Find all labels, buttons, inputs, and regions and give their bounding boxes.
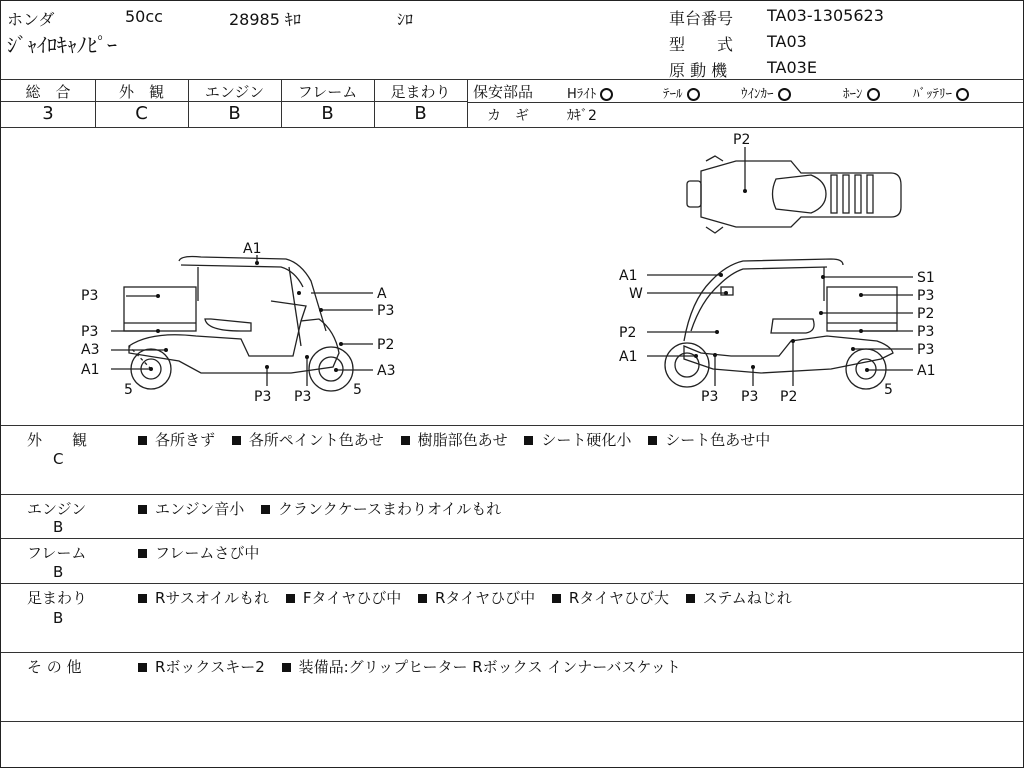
- diagram-label: P3: [377, 303, 395, 319]
- top-view: [687, 147, 901, 233]
- model-name: ｼﾞｬｲﾛｷｬﾉﾋﾟｰ: [7, 33, 117, 57]
- ok-circle-icon: [956, 88, 969, 101]
- divider: [467, 102, 1023, 103]
- bullet-icon: [282, 663, 291, 672]
- section-label-suspension: 足まわり: [27, 589, 88, 607]
- diagram-label: P3: [294, 389, 312, 405]
- type-value: TA03: [767, 32, 807, 51]
- safety-item-tail: ﾃｰﾙ: [663, 83, 700, 102]
- section-notes-engine: エンジン音小 クランクケースまわりオイルもれ: [138, 498, 501, 519]
- section-label-other: そ の 他: [27, 658, 82, 676]
- ok-circle-icon: [778, 88, 791, 101]
- bullet-icon: [648, 436, 657, 445]
- divider: [1, 583, 1023, 584]
- bullet-icon: [261, 505, 270, 514]
- diagram-label: A1: [917, 363, 936, 379]
- mileage: 28985 ｷﾛ: [229, 10, 301, 29]
- divider: [1, 652, 1023, 653]
- diagram-label: A3: [81, 342, 100, 358]
- frame-grade: B: [321, 103, 334, 124]
- bullet-icon: [138, 549, 147, 558]
- section-label-frame: フレーム: [27, 544, 87, 562]
- diagram-label: A1: [619, 349, 638, 365]
- diagram-label: P3: [701, 389, 719, 405]
- diagram-label: 5: [124, 382, 133, 398]
- engine-label: 原 動 機: [669, 61, 728, 80]
- section-notes-other: Rボックスキー2 装備品:グリップヒーター Rボックス インナーバスケット: [138, 656, 681, 677]
- section-grade-exterior: C: [53, 450, 64, 468]
- frame-grade-label: フレーム: [297, 83, 358, 101]
- engine-grade: B: [228, 103, 241, 124]
- diagram-label: S1: [917, 270, 935, 286]
- ok-circle-icon: [600, 88, 613, 101]
- suspension-grade: B: [414, 103, 427, 124]
- safety-item-battery: ﾊﾞｯﾃﾘｰ: [913, 83, 969, 102]
- divider: [1, 425, 1023, 426]
- section-grade-engine: B: [53, 518, 64, 536]
- exterior-grade: C: [135, 103, 148, 124]
- bullet-icon: [138, 663, 147, 672]
- bullet-icon: [232, 436, 241, 445]
- section-grade-suspension: B: [53, 609, 64, 627]
- section-label-engine: エンジン: [27, 500, 87, 518]
- safety-item-horn: ﾎｰﾝ: [843, 83, 880, 102]
- diagram-label: A1: [619, 268, 638, 284]
- diagram-label: P3: [917, 342, 935, 358]
- suspension-grade-label: 足まわり: [390, 83, 451, 101]
- right-side-view: [647, 259, 913, 389]
- bullet-icon: [138, 505, 147, 514]
- diagram-label: 5: [884, 382, 893, 398]
- frame-no: TA03-1305623: [767, 6, 884, 25]
- diagram-label: W: [629, 286, 643, 302]
- ok-circle-icon: [867, 88, 880, 101]
- diagram-label: P3: [917, 324, 935, 340]
- engine-value: TA03E: [767, 58, 817, 77]
- diagram-label: P3: [81, 324, 99, 340]
- section-notes-suspension: Rサスオイルもれ Fタイヤひび中 Rタイヤひび中 Rタイヤひび大 ステムねじれ: [138, 587, 792, 608]
- key-value: ｶｷﾞ2: [567, 108, 597, 124]
- safety-item-winker: ｳｲﾝｶｰ: [741, 83, 791, 102]
- bullet-icon: [286, 594, 295, 603]
- ok-circle-icon: [687, 88, 700, 101]
- diagram-label: P3: [741, 389, 759, 405]
- overall-grade: 3: [42, 103, 54, 124]
- diagram-label: P2: [917, 306, 935, 322]
- diagram-label: P2: [377, 337, 395, 353]
- diagram-label: P3: [917, 288, 935, 304]
- diagram-label: P2: [780, 389, 798, 405]
- bullet-icon: [138, 436, 147, 445]
- divider: [1, 538, 1023, 539]
- right-view-labels: [619, 268, 935, 405]
- bullet-icon: [418, 594, 427, 603]
- displacement: 50cc: [125, 7, 163, 26]
- section-grade-frame: B: [53, 563, 64, 581]
- bullet-icon: [552, 594, 561, 603]
- maker: ホンダ: [7, 10, 55, 29]
- bullet-icon: [401, 436, 410, 445]
- divider: [1, 79, 1023, 80]
- diagram-label: A3: [377, 363, 396, 379]
- exterior-label: 外 観: [118, 83, 164, 101]
- damage-diagram: [1, 128, 1023, 425]
- key-label: カ ギ: [487, 108, 529, 124]
- safety-item-headlight: Hﾗｲﾄ: [567, 83, 613, 102]
- section-label-exterior: 外 観: [27, 431, 88, 449]
- diagram-label: 5: [353, 382, 362, 398]
- bullet-icon: [138, 594, 147, 603]
- bullet-icon: [686, 594, 695, 603]
- diagram-label: P2: [619, 325, 637, 341]
- divider: [467, 79, 468, 127]
- safety-label: 保安部品: [473, 83, 534, 101]
- overall-label: 総 合: [25, 83, 71, 101]
- diagram-label: P2: [733, 132, 751, 148]
- diagram-label: A1: [81, 362, 100, 378]
- diagram-label: A: [377, 286, 387, 302]
- color: ｼﾛ: [397, 10, 414, 29]
- diagram-label: A1: [243, 241, 262, 257]
- section-notes-exterior: 各所きず 各所ペイント色あせ 樹脂部色あせ シート硬化小 シート色あせ中: [138, 429, 770, 450]
- diagram-label: P3: [81, 288, 99, 304]
- frame-no-label: 車台番号: [669, 9, 734, 28]
- divider: [1, 494, 1023, 495]
- type-label: 型 式: [669, 35, 734, 54]
- section-notes-frame: フレームさび中: [138, 542, 259, 563]
- divider: [1, 721, 1023, 722]
- diagram-label: P3: [254, 389, 272, 405]
- bullet-icon: [524, 436, 533, 445]
- engine-grade-label: エンジン: [204, 83, 265, 101]
